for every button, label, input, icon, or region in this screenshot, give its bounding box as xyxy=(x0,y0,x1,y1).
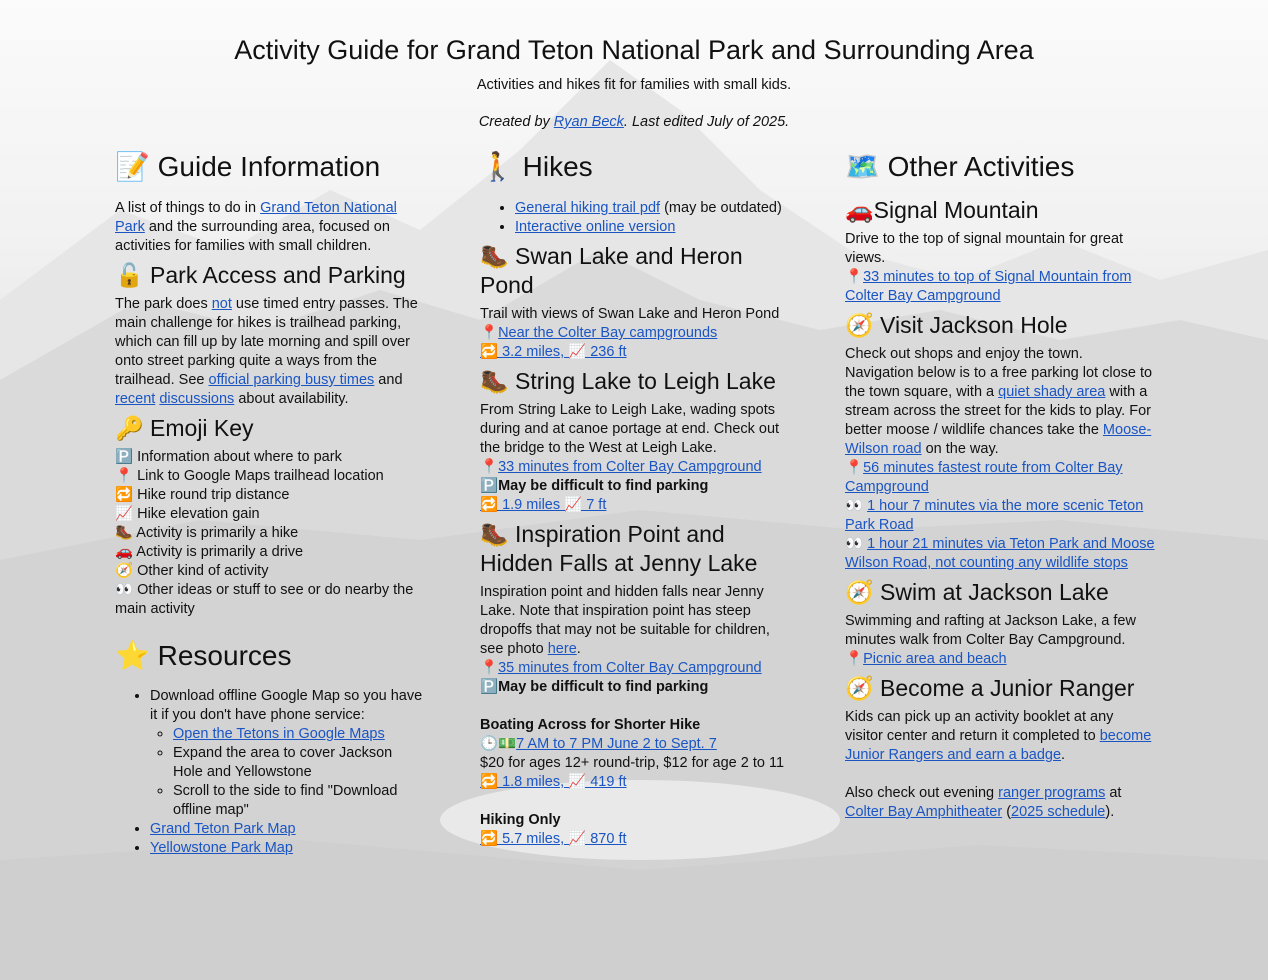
key-item-distance: 🔁 Hike round trip distance xyxy=(115,487,290,503)
hiking-pdf-link[interactable]: General hiking trail pdf xyxy=(515,200,661,216)
key-item-other: 🧭 Other kind of activity xyxy=(115,563,269,579)
grand-teton-map-link[interactable]: Grand Teton Park Map xyxy=(150,821,296,837)
string-lake-location-link[interactable]: 33 minutes from Colter Bay Campground xyxy=(498,459,762,475)
resources-list xyxy=(115,687,425,858)
column-other xyxy=(845,150,1155,822)
photo-here-link[interactable]: here xyxy=(547,641,577,657)
key-item-location: 📍 Link to Google Maps trailhead location xyxy=(115,468,384,484)
pin-icon: 📍 xyxy=(480,459,499,475)
emoji-key-heading: 🔑 Emoji Key xyxy=(115,415,254,441)
list-item xyxy=(515,218,790,237)
list-item: • General hiking trail pdf (may be outdated) xyxy=(515,199,790,218)
guide-heading: 📝 Guide Information xyxy=(115,151,381,182)
discussions-link[interactable]: discussions xyxy=(159,391,235,407)
interactive-version-link[interactable]: Interactive online version xyxy=(515,219,676,235)
eyes-icon: 👀 xyxy=(845,536,868,552)
list-item xyxy=(150,820,425,839)
author-link[interactable]: Ryan Beck xyxy=(553,114,624,130)
key-item-elevation: 📈 Hike elevation gain xyxy=(115,506,260,522)
junior-ranger-link[interactable]: become Junior Rangers and earn a badge xyxy=(845,728,1152,763)
inspiration-point-heading: 🥾 Inspiration Point and Hidden Falls at Jenny Lake xyxy=(480,521,758,576)
recent-link[interactable]: recent xyxy=(115,391,156,407)
access-heading: 🔓 Park Access and Parking xyxy=(115,262,406,288)
jackson-hole-heading: 🧭 Visit Jackson Hole xyxy=(845,312,1068,338)
ranger-programs-link[interactable]: ranger programs xyxy=(998,785,1106,801)
jackson-hole-section: Check out shops and enjoy the town. Navigation below is to a free parking lot close to the town square, with a quiet shady area with a stream across the street for the kids to play. For better moose / wildlife chances take the Moose-Wilson road on the way. 📍56 minutes fastest route from Colter Bay Campground 👀 1 hour 7 minutes via the more scenic Teton Park Road 👀 1 hour 21 minutes via Teton Park and Moose Wilson Road, not counting any wildlife stops xyxy=(845,346,1155,571)
list-item: • Download offline Google Map so you have it if you don't have phone service: ◦ Open the Tetons in Google Maps ◦ Expand the area to cover Jackson Hole and Yellowstone ◦ Scroll to the side to find "Download offline map" xyxy=(150,687,425,820)
string-lake-stats-link[interactable]: 🔁 1.9 miles 📈 7 ft xyxy=(480,497,607,513)
list-item: ◦ Expand the area to cover Jackson Hole and Yellowstone xyxy=(173,744,425,782)
hikes-links-list xyxy=(480,199,790,237)
jackson-fastest-route-link[interactable]: 56 minutes fastest route from Colter Bay Campground xyxy=(845,460,1123,495)
hiking-only-stats-link[interactable]: 🔁 5.7 miles, 📈 870 ft xyxy=(480,831,627,847)
eyes-icon: 👀 xyxy=(845,498,868,514)
emoji-key-list xyxy=(115,448,425,619)
page-title: Activity Guide for Grand Teton National Park and Surrounding Area xyxy=(234,35,1034,65)
teton-park-road-link[interactable]: 1 hour 7 minutes via the more scenic Teton Park Road xyxy=(845,498,1144,533)
inspiration-point-section: Inspiration point and hidden falls near Jenny Lake. Note that inspiration point has steep dropoffs that may not be suitable for children, see photo here. 📍35 minutes from Colter Bay Campground 🅿️May be difficult to find parking Boating Across for Shorter Hike 🕒💵7 AM to 7 PM June 2 to Sept. 7 $20 for ages 12+ round-trip, $12 for age 2 to 11 🔁 1.8 miles, 📈 419 ft Hiking Only 🔁 5.7 miles, 📈 870 ft xyxy=(480,583,790,849)
list-item xyxy=(150,839,425,858)
signal-mountain-link[interactable]: 33 minutes to top of Signal Mountain from Colter Bay Campground xyxy=(845,269,1132,304)
jenny-lake-location-link[interactable]: 35 minutes from Colter Bay Campground xyxy=(498,660,762,676)
swan-lake-stats-link[interactable]: 🔁 3.2 miles, 📈 236 ft xyxy=(480,344,627,360)
pin-icon: 📍 xyxy=(845,651,864,667)
clock-money-icon: 🕒💵 xyxy=(480,736,517,752)
compass-icon: 🧭 xyxy=(115,563,134,579)
swan-lake-heading: 🥾 Swan Lake and Heron Pond xyxy=(480,243,743,298)
not-link[interactable]: not xyxy=(211,296,232,312)
swim-heading: 🧭 Swim at Jackson Lake xyxy=(845,579,1109,605)
signal-mountain-section: Drive to the top of signal mountain for great views. 📍33 minutes to top of Signal Mountain from Colter Bay Campground xyxy=(845,231,1132,304)
parking-icon: 🅿️ xyxy=(480,679,499,695)
swim-section: Swimming and rafting at Jackson Lake, a few minutes walk from Colter Bay Campground. 📍Picnic area and beach xyxy=(845,613,1136,667)
string-lake-section: From String Lake to Leigh Lake, wading spots during and at canoe portage at end. Check out the bridge to the West at Leigh Lake. 📍33 minutes from Colter Bay Campground 🅿️May be difficult to find parking 🔁 1.9 miles 📈 7 ft xyxy=(480,402,780,513)
yellowstone-map-link[interactable]: Yellowstone Park Map xyxy=(150,840,293,856)
string-lake-heading: 🥾 String Lake to Leigh Lake xyxy=(480,368,776,394)
signal-mountain-heading: 🚗Signal Mountain xyxy=(845,197,1039,223)
eyes-icon: 👀 xyxy=(115,582,134,598)
swan-lake-section: Trail with views of Swan Lake and Heron Pond 📍Near the Colter Bay campgrounds 🔁 3.2 miles, 📈 236 ft xyxy=(480,306,780,360)
picnic-area-link[interactable]: Picnic area and beach xyxy=(863,651,1007,667)
chart-increasing-icon: 📈 xyxy=(115,506,134,522)
schedule-link[interactable]: 2025 schedule xyxy=(1011,804,1106,820)
column-guide xyxy=(115,150,425,858)
page-credit: Created by Ryan Beck. Last edited July of 2025. xyxy=(478,114,790,130)
column-hikes xyxy=(480,150,790,849)
pin-icon: 📍 xyxy=(480,325,499,341)
key-item-nearby: 👀 Other ideas or stuff to see or do nearby the main activity xyxy=(115,582,414,617)
resources-heading: ⭐ Resources xyxy=(115,640,292,671)
junior-ranger-heading: 🧭 Become a Junior Ranger xyxy=(845,675,1135,701)
hikes-heading: 🚶 Hikes xyxy=(480,151,593,182)
sub-list xyxy=(150,725,425,820)
pin-icon: 📍 xyxy=(480,660,499,676)
boating-stats-link[interactable]: 🔁 1.8 miles, 📈 419 ft xyxy=(480,774,627,790)
moose-wilson-route-link[interactable]: 1 hour 21 minutes via Teton Park and Moose Wilson Road, not counting any wildlife stops xyxy=(845,536,1155,571)
boat-hours-link[interactable]: 7 AM to 7 PM June 2 to Sept. 7 xyxy=(516,736,717,752)
grand-teton-link[interactable]: Grand Teton National Park xyxy=(115,200,397,235)
key-item-drive: 🚗 Activity is primarily a drive xyxy=(115,544,304,560)
key-item-hike: 🥾 Activity is primarily a hike xyxy=(115,525,299,541)
pin-icon: 📍 xyxy=(845,460,864,476)
parking-busy-times-link[interactable]: official parking busy times xyxy=(208,372,375,388)
hiking-only-heading: Hiking Only xyxy=(480,812,561,828)
parking-icon: 🅿️ xyxy=(115,449,134,465)
list-item xyxy=(173,725,425,744)
guide-intro: A list of things to do in Grand Teton National Park and the surrounding area, focused on activities for families with small children. xyxy=(115,200,397,254)
swan-lake-location-link[interactable]: Near the Colter Bay campgrounds xyxy=(498,325,718,341)
repeat-icon: 🔁 xyxy=(115,487,134,503)
moose-wilson-road-link[interactable]: Moose-Wilson road xyxy=(845,422,1152,457)
boating-heading: Boating Across for Shorter Hike xyxy=(480,717,701,733)
junior-ranger-section: Kids can pick up an activity booklet at any visitor center and return it completed to become Junior Rangers and earn a badge. Also check out evening ranger programs at Colter Bay Amphitheater (2025 schedule). xyxy=(845,709,1152,820)
hiking-boot-icon: 🥾 xyxy=(115,525,134,541)
pin-icon: 📍 xyxy=(845,269,864,285)
open-tetons-map-link[interactable]: Open the Tetons in Google Maps xyxy=(173,726,385,742)
key-item-parking: 🅿️ Information about where to park xyxy=(115,449,342,465)
access-text: The park does not use timed entry passes. The main challenge for hikes is trailhead parking, which can fill up by late morning and spill over onto street parking quite a ways from the trailhead. See official parking busy times and recent discussions about availability. xyxy=(115,296,418,407)
colter-bay-amphitheater-link[interactable]: Colter Bay Amphitheater xyxy=(845,804,1003,820)
parking-icon: 🅿️ xyxy=(480,478,499,494)
page-header xyxy=(0,33,1268,132)
other-activities-heading: 🗺️ Other Activities xyxy=(845,151,1075,182)
page-subtitle: Activities and hikes fit for families with small kids. xyxy=(476,77,792,93)
pin-icon: 📍 xyxy=(115,468,134,484)
quiet-shady-area-link[interactable]: quiet shady area xyxy=(998,384,1106,400)
list-item: ◦ Scroll to the side to find "Download offline map" xyxy=(173,782,425,820)
car-icon: 🚗 xyxy=(115,544,134,560)
